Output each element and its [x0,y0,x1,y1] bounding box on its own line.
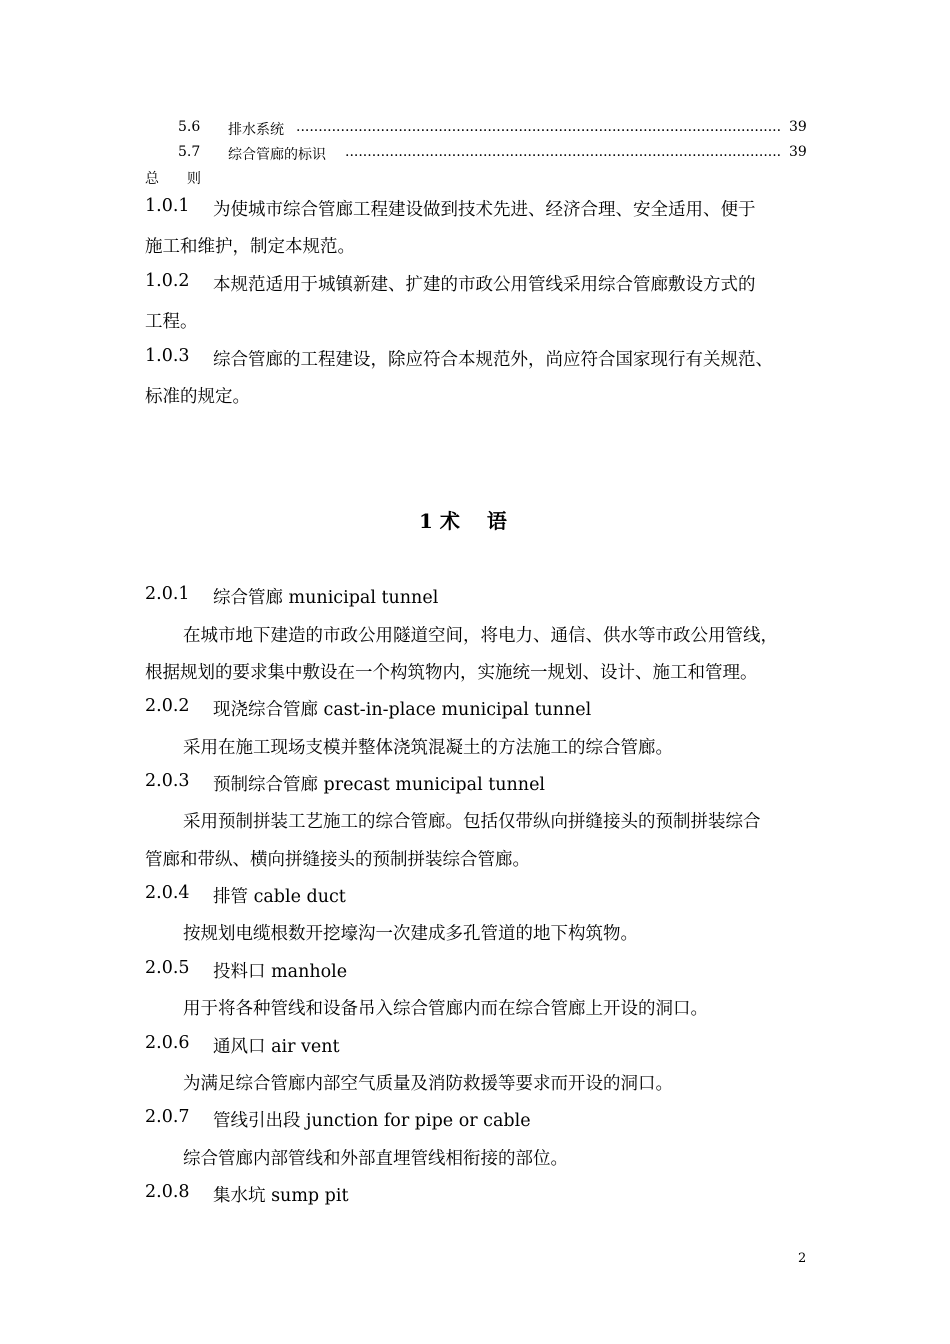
term-definition-continued: 根据规划的要求集中敷设在一个构筑物内，实施统一规划、设计、施工和管理。 [145,663,758,683]
clause-number: 1.0.2 [145,271,190,291]
term-definition-continued: 管廊和带纵、横向拼缝接头的预制拼装综合管廊。 [145,850,530,870]
toc-item-title[interactable]: 排水系统 [228,122,284,138]
chapter-title-terms: 1 术 语 [419,509,507,533]
clause-text-continued: 标准的规定。 [145,387,250,407]
term-number: 2.0.5 [145,958,190,978]
term-number: 2.0.2 [145,696,190,716]
term-definition: 采用在施工现场支模并整体浇筑混凝土的方法施工的综合管廊。 [183,738,673,758]
clause-text: 为使城市综合管廊工程建设做到技术先进、经济合理、安全适用、便于 [213,200,756,220]
toc-item-page: 39 [789,119,807,135]
page-number: 2 [798,1251,807,1266]
toc-leader-dots [345,144,782,160]
term-name: 管线引出段 junction for pipe or cable [213,1111,531,1131]
term-name: 排管 cable duct [213,887,346,907]
term-definition: 综合管廊内部管线和外部直埋管线相衔接的部位。 [183,1149,568,1169]
toc-item-page: 39 [789,144,807,160]
term-name: 集水坑 sump pit [213,1186,349,1206]
term-name: 投料口 manhole [213,962,348,982]
term-number: 2.0.8 [145,1182,190,1202]
term-definition: 为满足综合管廊内部空气质量及消防救援等要求而开设的洞口。 [183,1074,673,1094]
clause-text-continued: 工程。 [145,312,198,332]
term-name: 现浇综合管廊 cast-in-place municipal tunnel [213,700,592,720]
term-number: 2.0.6 [145,1033,190,1053]
clause-text: 本规范适用于城镇新建、扩建的市政公用管线采用综合管廊敷设方式的 [213,275,756,295]
clause-text-continued: 施工和维护，制定本规范。 [145,237,355,257]
term-name: 预制综合管廊 precast municipal tunnel [213,775,546,795]
term-definition: 采用预制拼装工艺施工的综合管廊。包括仅带纵向拼缝接头的预制拼装综合 [183,812,761,832]
term-name: 通风口 air vent [213,1037,340,1057]
term-definition: 按规划电缆根数开挖壕沟一次建成多孔管道的地下构筑物。 [183,924,638,944]
toc-item-number: 5.6 [178,119,201,135]
term-number: 2.0.4 [145,883,190,903]
term-number: 2.0.3 [145,771,190,791]
toc-item-title[interactable]: 综合管廊的标识 [228,147,326,163]
toc-leader-dots [296,119,782,135]
term-definition: 在城市地下建造的市政公用隧道空间，将电力、通信、供水等市政公用管线， [183,626,778,646]
term-definition: 用于将各种管线和设备吊入综合管廊内而在综合管廊上开设的洞口。 [183,999,708,1019]
toc-item-number: 5.7 [178,144,201,160]
clause-number: 1.0.1 [145,196,190,216]
clause-text: 综合管廊的工程建设，除应符合本规范外，尚应符合国家现行有关规范、 [213,350,773,370]
term-name: 综合管廊 municipal tunnel [213,588,439,608]
term-number: 2.0.1 [145,584,190,604]
clause-number: 1.0.3 [145,346,190,366]
term-number: 2.0.7 [145,1107,190,1127]
chapter-title-general: 总 则 [145,171,201,187]
